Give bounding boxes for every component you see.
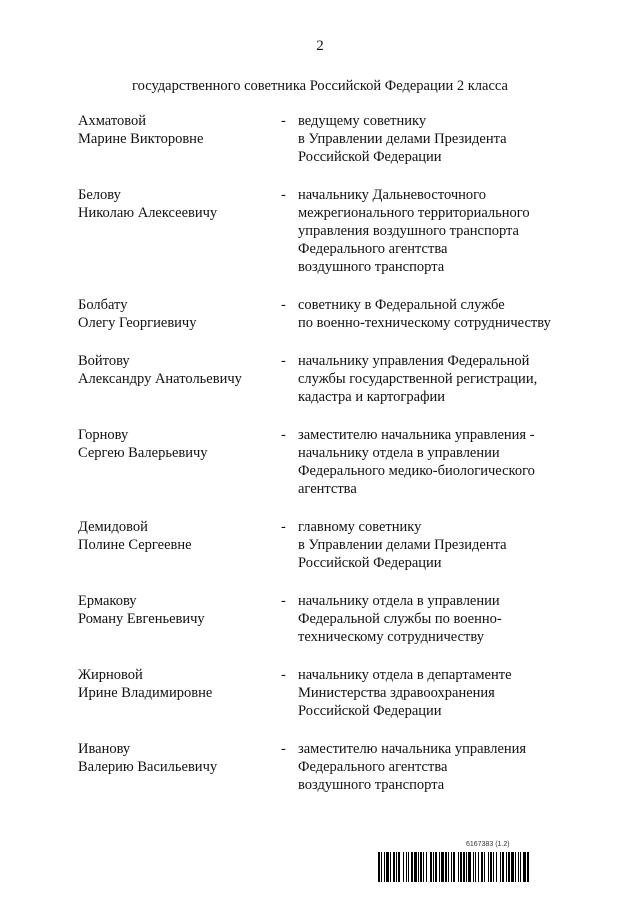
appointment-list (0, 112, 640, 814)
given-name: Марине Викторовне (78, 131, 204, 147)
position-text (298, 186, 588, 276)
list-item (0, 518, 640, 572)
person-name (78, 296, 278, 332)
position-line: кадастра и картографии (298, 389, 445, 405)
position-line: Федерального медико-биологического (298, 463, 535, 479)
position-line: межрегионального территориального (298, 205, 530, 221)
barcode-id: 6167383 (1.2) (466, 841, 510, 848)
page-heading: государственного советника Российской Федерации 2 класса (132, 78, 508, 94)
surname: Горнову (78, 427, 129, 443)
dash-separator: - (281, 297, 286, 313)
given-name: Николаю Алексеевичу (78, 205, 218, 221)
position-line: заместителю начальника управления (298, 741, 527, 757)
person-name (78, 186, 278, 222)
surname: Войтову (78, 353, 130, 369)
person-name (78, 666, 278, 702)
person-name (78, 518, 278, 554)
list-item (0, 426, 640, 498)
surname: Демидовой (78, 519, 148, 535)
position-line: Российской Федерации (298, 149, 442, 165)
position-line: по военно-техническому сотрудничеству (298, 315, 551, 331)
position-line: начальнику отдела в департаменте (298, 667, 512, 683)
position-line: Российской Федерации (298, 555, 442, 571)
surname: Иванову (78, 741, 131, 757)
given-name: Роману Евгеньевичу (78, 611, 205, 627)
position-line: Федерального агентства (298, 759, 448, 775)
surname: Болбату (78, 297, 128, 313)
list-item (0, 352, 640, 406)
position-line: главному советнику (298, 519, 422, 535)
dash-separator: - (281, 667, 286, 683)
position-text (298, 352, 588, 406)
page-number: 2 (316, 38, 324, 54)
position-line: Министерства здравоохранения (298, 685, 495, 701)
position-line: начальнику управления Федеральной (298, 353, 530, 369)
list-item (0, 186, 640, 276)
dash-separator: - (281, 427, 286, 443)
list-item (0, 296, 640, 332)
given-name: Ирине Владимировне (78, 685, 213, 701)
position-text (298, 296, 588, 332)
dash-separator: - (281, 741, 286, 757)
person-name (78, 112, 278, 148)
position-line: начальнику отдела в управлении (298, 445, 500, 461)
person-name (78, 740, 278, 776)
barcode-icon (378, 852, 568, 882)
surname: Белову (78, 187, 121, 203)
person-name (78, 592, 278, 628)
person-name (78, 426, 278, 462)
given-name: Сергею Валерьевичу (78, 445, 208, 461)
given-name: Александру Анатольевичу (78, 371, 242, 387)
given-name: Полине Сергеевне (78, 537, 192, 553)
position-line: техническому сотрудничеству (298, 629, 484, 645)
surname: Жирновой (78, 667, 143, 683)
position-line: начальнику Дальневосточного (298, 187, 487, 203)
list-item (0, 740, 640, 794)
position-text (298, 112, 588, 166)
position-line: Федеральной службы по военно- (298, 611, 502, 627)
position-line: воздушного транспорта (298, 259, 445, 275)
position-text (298, 666, 588, 720)
list-item (0, 112, 640, 166)
position-text (298, 592, 588, 646)
surname: Ермакову (78, 593, 137, 609)
dash-separator: - (281, 113, 286, 129)
dash-separator: - (281, 187, 286, 203)
position-line: в Управлении делами Президента (298, 537, 507, 553)
position-line: в Управлении делами Президента (298, 131, 507, 147)
position-text (298, 518, 588, 572)
dash-separator: - (281, 593, 286, 609)
position-line: агентства (298, 481, 357, 497)
dash-separator: - (281, 519, 286, 535)
position-line: управления воздушного транспорта (298, 223, 519, 239)
position-line: ведущему советнику (298, 113, 427, 129)
given-name: Олегу Георгиевичу (78, 315, 197, 331)
position-line: начальнику отдела в управлении (298, 593, 500, 609)
surname: Ахматовой (78, 113, 147, 129)
person-name (78, 352, 278, 388)
dash-separator: - (281, 353, 286, 369)
list-item (0, 666, 640, 720)
position-line: заместителю начальника управления - (298, 427, 535, 443)
given-name: Валерию Васильевичу (78, 759, 218, 775)
position-line: службы государственной регистрации, (298, 371, 538, 387)
position-line: воздушного транспорта (298, 777, 445, 793)
list-item (0, 592, 640, 646)
position-text (298, 740, 588, 794)
position-line: Федерального агентства (298, 241, 448, 257)
position-line: Российской Федерации (298, 703, 442, 719)
position-text (298, 426, 588, 498)
position-line: советнику в Федеральной службе (298, 297, 505, 313)
